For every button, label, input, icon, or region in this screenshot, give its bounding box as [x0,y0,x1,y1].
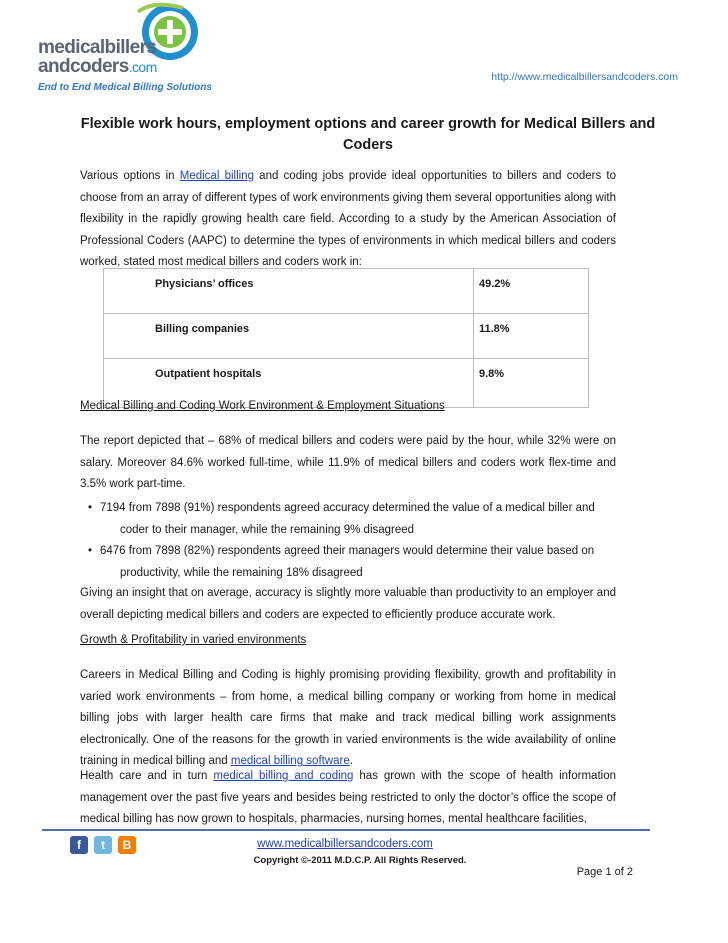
blogger-icon[interactable]: B [118,836,136,854]
environment-percent: 9.8% [479,368,505,380]
medical-billing-link[interactable]: Medical billing [179,170,254,182]
careers-paragraph: Careers in Medical Billing and Coding is highly promising providing flexibility, growth and profitability in varied work environments – from home, a medical billing company or working from home in medical billing jobs with larger health care firms that make and track medical billing work assignments electronically. One of the reasons for the growth in varied environments is the wide availability of online training in medical billing and medical billing software. [80,669,616,767]
logo-wordmark [38,38,157,77]
work-environment-table [103,268,589,408]
facebook-icon[interactable]: f [70,836,88,854]
environment-percent: 11.8% [474,314,589,359]
footer-url-link[interactable]: www.medicalbillersandcoders.com [257,838,433,850]
health-care-paragraph: Health care and in turn medical billing and coding has grown with the scope of health information management over the past five years and besides being restricted to only the doctor’s office the scope of medical billing has now grown to hospitals, pharmacies, nursing homes, mental healthcare facilities, [80,770,616,825]
insight-paragraph: Giving an insight that on average, accuracy is slightly more valuable than productivity to an employer and overall depicting medical billers and coders are expected to efficiently produce accurate work. [80,587,616,621]
report-paragraph: The report depicted that – 68% of medical billers and coders were paid by the hour, while 32% were on salary. Moreover 84.6% worked full-time, while 11.9% of medical billers and coders work flex-time and 3.5% work part-time. [80,435,616,490]
header-url-link[interactable]: http://www.medicalbillersandcoders.com [491,71,678,83]
environment-percent: 49.2% [474,269,589,314]
table-row [104,269,589,314]
environment-name: Billing companies [154,314,474,359]
section-heading-growth: Growth & Profitability in varied environments [80,634,307,646]
tagline: End to End Medical Billing Solutions [38,82,212,93]
list-item: • 6476 from 7898 (82%) respondents agreed their managers would determine their value based on productivity, while the remaining 18% disagreed [88,541,616,584]
environment-name: Outpatient hospitals [154,359,474,408]
footer-divider [42,829,650,831]
page-number: Page 1 of 2 [576,866,633,878]
section-heading-work-environment: Medical Billing and Coding Work Environment & Employment Situations [80,400,445,412]
medical-billing-software-link[interactable]: medical billing software [230,755,350,767]
logo-line1: medicalbillers [38,37,157,58]
logo-line2: andcoders.com [38,56,157,77]
list-item: • 7194 from 7898 (91%) respondents agreed accuracy determined the value of a medical biller and coder to their manager, while the remaining 9% disagreed [88,498,616,541]
twitter-icon[interactable]: t [94,836,112,854]
logo-cross-h [158,29,182,35]
medical-billing-and-coding-link[interactable]: medical billing and coding [213,770,354,782]
survey-bullet-list [88,498,616,584]
environment-name: Physicians’ offices [154,269,474,314]
table-row [104,314,589,359]
copyright-notice: Copyright ©-2011 M.D.C.P. All Rights Reserved. [253,855,467,866]
intro-paragraph: Various options in Medical billing and coding jobs provide ideal opportunities to billers and coders to choose from an array of different types of work environments giving them several opportunities along with flexibility in the rapidly growing health care field. According to a study by the American Association of Professional Coders (AAPC) to determine the types of environments in which medical billers and coders worked, stated most medical billers and coders work in: [80,170,617,268]
logo-dotcom: .com [128,59,157,75]
page-title: Flexible work hours, employment options and career growth for Medical Billers and Coders [80,116,656,153]
